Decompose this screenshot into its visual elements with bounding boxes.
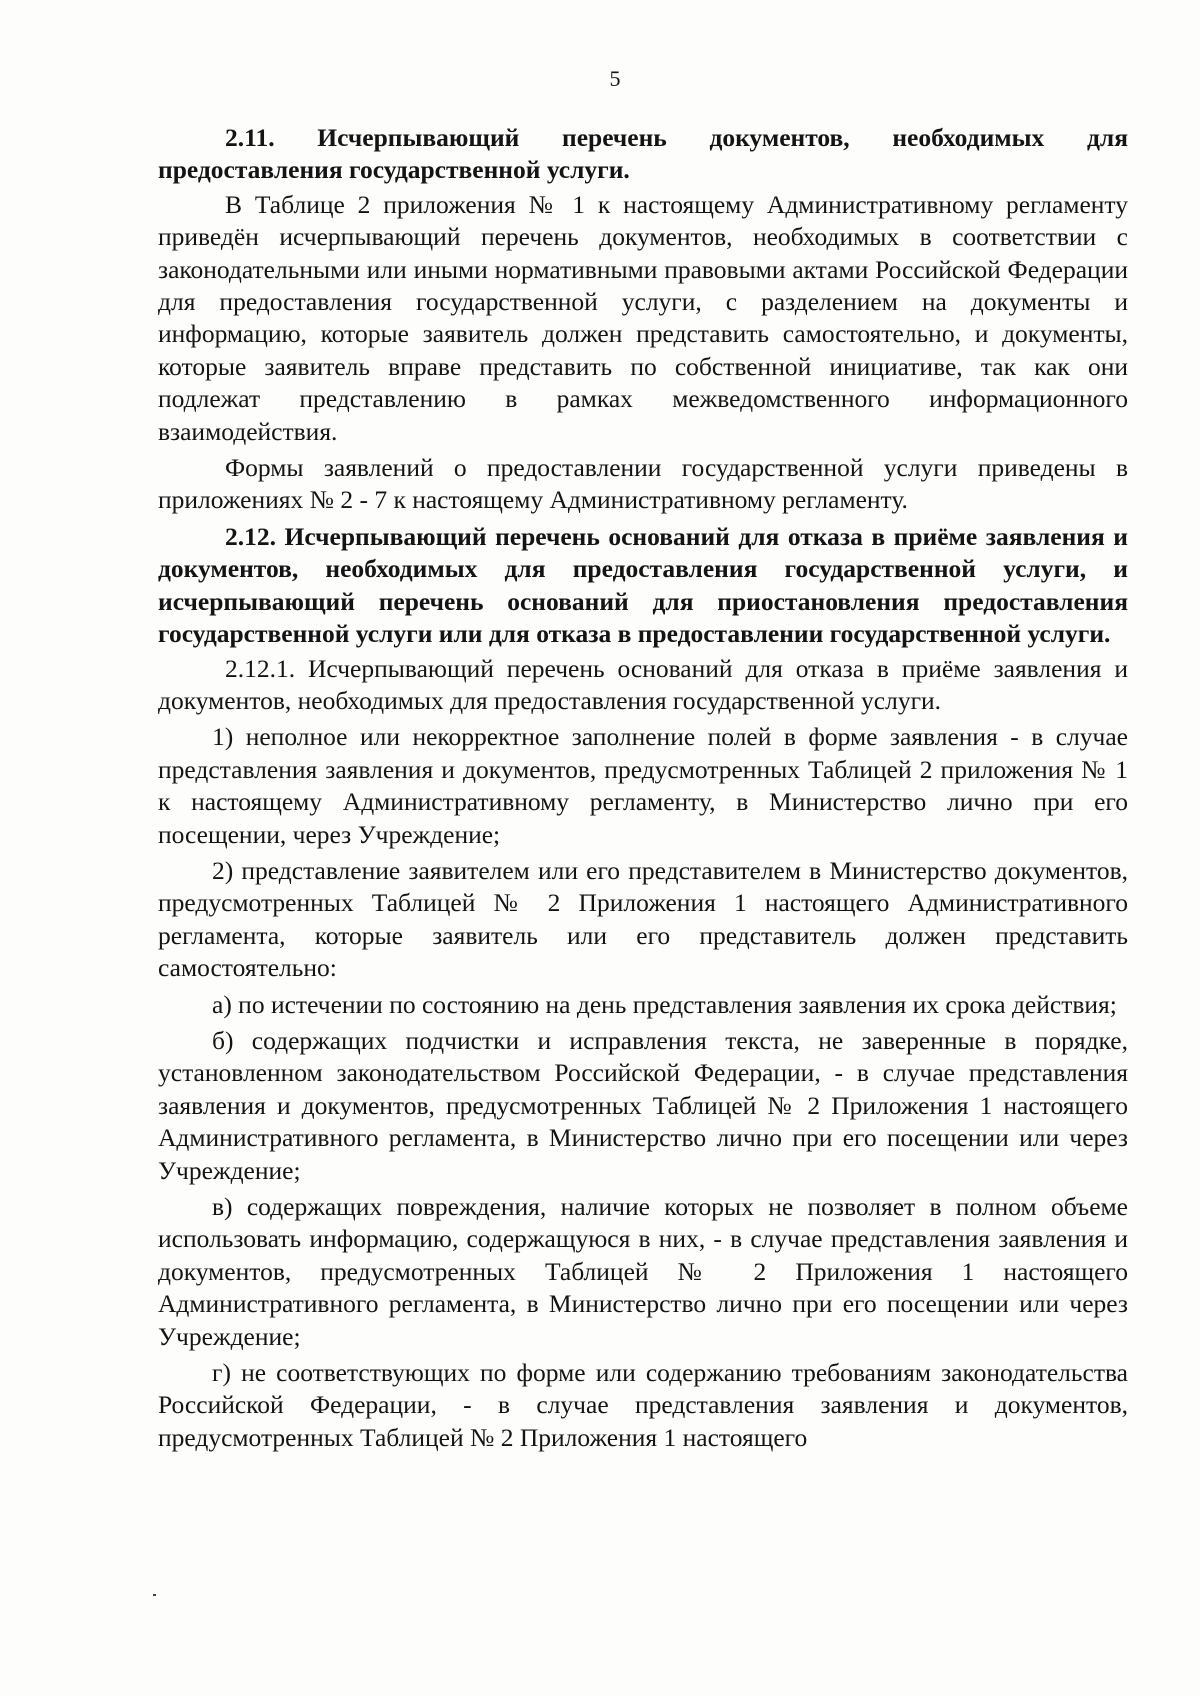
section-2-11-heading: 2.11. Исчерпывающий перечень документов, необходимых для предоставления государственной услуги. bbox=[158, 123, 1128, 185]
list-item-2: 2) представление заявителем или его представителем в Министерство документов, предусмотренных Таблицей № 2 Приложения 1 настоящего Административного регламента, которые заявитель или его представитель должен представить самостоятельно: bbox=[158, 855, 1128, 983]
list-item-b: б) содержащих подчистки и исправления текста, не заверенные в порядке, установленном законодательством Российской Федерации, - в случае представления заявления и документов, предусмотренных Таблицей № 2 Приложения 1 настоящего Административного регламента, в Министерство лично при его посещении или через Учреждение; bbox=[158, 1025, 1128, 1185]
page-number: 5 bbox=[609, 66, 621, 91]
section-2-12-1-paragraph: 2.12.1. Исчерпывающий перечень оснований для отказа в приёме заявления и документов, необходимых для предоставления государственной услуги. bbox=[158, 653, 1128, 715]
section-2-11-paragraph-1: В Таблице 2 приложения № 1 к настоящему Административному регламенту приведён исчерпывающий перечень документов, необходимых в соответствии с законодательными или иными нормативными правовыми актами Российской Федерации для предоставления государственной услуги, с разделением на документы и информацию, которые заявитель должен представить самостоятельно, и документы, которые заявитель вправе представить по собственной инициативе, так как они подлежат представлению в рамках межведомственного информационного взаимодействия. bbox=[158, 189, 1128, 446]
list-item-a: а) по истечении по состоянию на день представления заявления их срока действия; bbox=[212, 989, 1117, 1019]
section-2-11-paragraph-2: Формы заявлений о предоставлении государственной услуги приведены в приложениях № 2 - 7 к настоящему Административному регламенту. bbox=[158, 453, 1128, 515]
list-item-1: 1) неполное или некорректное заполнение полей в форме заявления - в случае представления заявления и документов, предусмотренных Таблицей 2 приложения № 1 к настоящему Административному регламенту, в Министерство лично при его посещении, через Учреждение; bbox=[158, 722, 1128, 849]
list-item-g: г) не соответствующих по форме или содержанию требованиям законодательства Российской Федерации, - в случае представления заявления и документов, предусмотренных Таблицей № 2 Приложения 1 настоящего bbox=[158, 1358, 1128, 1452]
scan-speck bbox=[153, 1594, 156, 1596]
list-item-v: в) содержащих повреждения, наличие которых не позволяет в полном объеме использовать информацию, содержащуюся в них, - в случае представления заявления и документов, предусмотренных Таблицей № 2 Приложения 1 настоящего Административного регламента, в Министерство лично при его посещении или через Учреждение; bbox=[158, 1192, 1128, 1351]
document-body bbox=[158, 122, 1128, 1454]
section-2-12-heading: 2.12. Исчерпывающий перечень оснований для отказа в приёме заявления и документов, необходимых для предоставления государственной услуги, и исчерпывающий перечень оснований для приостановления предоставления государственной услуги или для отказа в предоставлении государственной услуги. bbox=[158, 521, 1128, 649]
